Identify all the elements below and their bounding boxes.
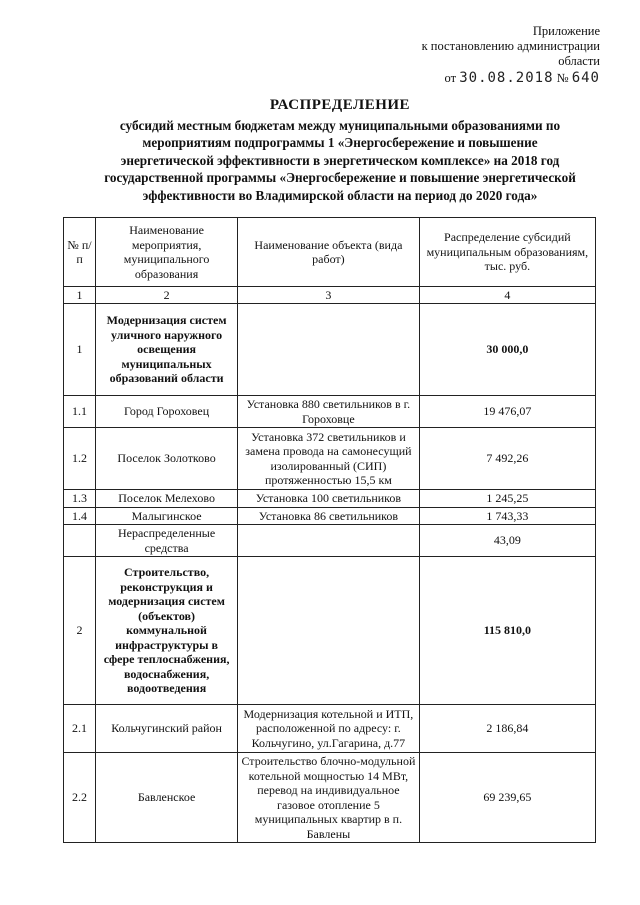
row-name: Бавленское: [96, 753, 238, 843]
row-object: Установка 880 светильников в г. Гороховце: [238, 396, 420, 428]
title-line-3: энергетической эффективности в энергетическом комплексе» на 2018 год: [120, 152, 560, 168]
title-line-4: государственной программы «Энергосбережение и повышение энергетической: [104, 170, 576, 185]
index-cell: 4: [419, 287, 595, 304]
table-index-row: [64, 287, 596, 304]
title-line-1: субсидий местным бюджетам между муниципальными образованиями по: [119, 117, 561, 133]
row-name: Нераспределенные средства: [96, 525, 238, 557]
row-number: 2: [64, 557, 96, 705]
row-name: Поселок Золотково: [96, 428, 238, 490]
header-name: Наименование мероприятия, муниципального образования: [96, 218, 238, 287]
resolution-number: 640: [571, 70, 600, 86]
row-amount: 115 810,0: [419, 557, 595, 705]
distribution-table: [63, 217, 596, 843]
row-number: 1.2: [64, 428, 96, 490]
date-prefix: от: [444, 71, 457, 85]
row-name: Поселок Мелехово: [96, 490, 238, 508]
table-row: [64, 396, 596, 428]
table-row: [64, 705, 596, 753]
row-object: Установка 372 светильников и замена провода на самонесущий изолированный (СИП) протяженностью 15,5 км: [238, 428, 420, 490]
row-number: [64, 525, 96, 557]
row-amount: 7 492,26: [419, 428, 595, 490]
row-number: 1: [64, 304, 96, 396]
table-row: [64, 507, 596, 525]
table-row: [64, 753, 596, 843]
index-cell: 1: [64, 287, 96, 304]
row-object: [238, 304, 420, 396]
row-amount: 69 239,65: [419, 753, 595, 843]
appendix-note: [380, 24, 600, 86]
title-heading: РАСПРЕДЕЛЕНИЕ: [269, 97, 411, 113]
row-amount: 43,09: [419, 525, 595, 557]
row-number: 1.4: [64, 507, 96, 525]
resolution-label: к постановлению администрации области: [421, 39, 600, 68]
row-amount: 1 245,25: [419, 490, 595, 508]
document-title: [70, 97, 610, 204]
row-name: Кольчугинский район: [96, 705, 238, 753]
row-number: 1.3: [64, 490, 96, 508]
row-name: Город Гороховец: [96, 396, 238, 428]
row-object: Установка 100 светильников: [238, 490, 420, 508]
header-amount: Распределение субсидий муниципальным образованиям, тыс. руб.: [419, 218, 595, 287]
table-row: [64, 428, 596, 490]
title-line-5: эффективности во Владимирской области на период до 2020 года»: [142, 187, 538, 203]
row-object: Установка 86 светильников: [238, 507, 420, 525]
number-prefix: №: [556, 71, 569, 85]
row-number: 2.1: [64, 705, 96, 753]
row-object: Строительство блочно-модульной котельной мощностью 14 МВт, перевод на индивидуальное газовое отопление 5 муниципальных квартир в п. Бавлены: [238, 753, 420, 843]
table-row: [64, 490, 596, 508]
table-header-row: [64, 218, 596, 287]
row-amount: 30 000,0: [419, 304, 595, 396]
index-cell: 2: [96, 287, 238, 304]
row-name: Модернизация систем уличного наружного освещения муниципальных образований области: [96, 304, 238, 396]
row-amount: 19 476,07: [419, 396, 595, 428]
row-name: Малыгинское: [96, 507, 238, 525]
appendix-label: Приложение: [532, 24, 600, 38]
header-number: № п/п: [64, 218, 96, 287]
table-row: [64, 304, 596, 396]
title-line-2: мероприятиям подпрограммы 1 «Энергосбережение и повышение: [142, 135, 538, 150]
row-object: [238, 557, 420, 705]
table-row: [64, 525, 596, 557]
index-cell: 3: [238, 287, 420, 304]
header-object: Наименование объекта (вида работ): [238, 218, 420, 287]
resolution-date-line: [380, 71, 600, 86]
row-number: 1.1: [64, 396, 96, 428]
resolution-date: 30.08.2018: [459, 70, 554, 86]
row-name: Строительство, реконструкция и модернизация систем (объектов) коммунальной инфраструктуры в сфере теплоснабжения, водоснабжения, водоотведения: [96, 557, 238, 705]
row-amount: 1 743,33: [419, 507, 595, 525]
row-amount: 2 186,84: [419, 705, 595, 753]
row-object: [238, 525, 420, 557]
table-row: [64, 557, 596, 705]
row-number: 2.2: [64, 753, 96, 843]
row-object: Модернизация котельной и ИТП, расположенной по адресу: г. Кольчугино, ул.Гагарина, д.77: [238, 705, 420, 753]
